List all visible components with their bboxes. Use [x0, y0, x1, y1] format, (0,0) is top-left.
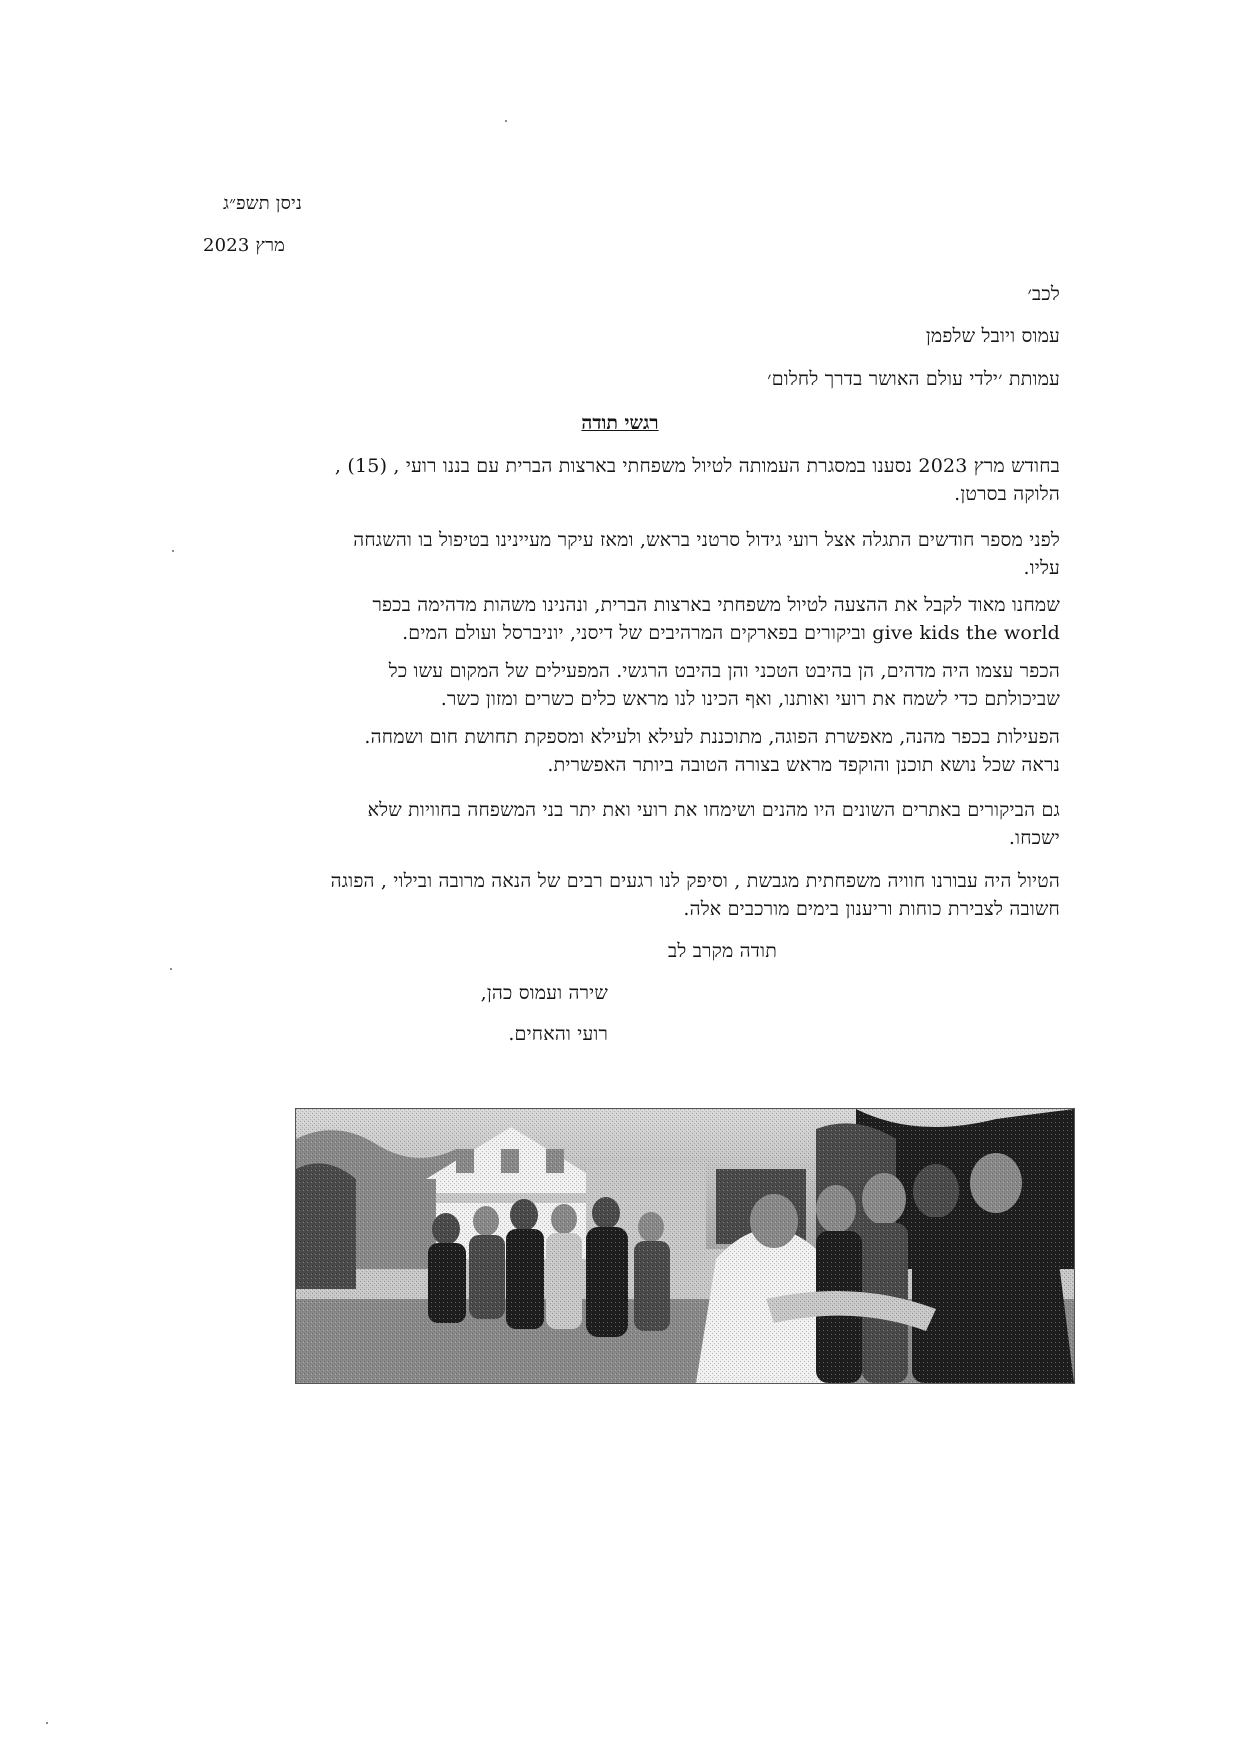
letter-title: רגשי תודה	[581, 412, 659, 434]
body-line: לפני מספר חודשים התגלה אצל רועי גידול סרטני בראש, ומאז עיקר מעיינינו בטיפול בו והשגחה	[353, 529, 1060, 551]
body-line: הטיול היה עבורנו חוויה משפחתית מגבשת , וסיפק לנו רגעים רבים של הנאה מרובה ובילוי , הפוגה	[330, 870, 1060, 892]
recipient-organization: עמותת ׳ילדי עולם האושר בדרך לחלום׳	[767, 368, 1060, 390]
body-line: הפעילות בכפר מהנה, מאפשרת הפוגה, מתוכננת לעילא ולעילא ומספקת תחושת חום ושמחה.	[364, 726, 1060, 748]
gregorian-date: מרץ 2023	[202, 235, 285, 256]
scan-speck	[170, 968, 172, 970]
closing-family: רועי והאחים.	[508, 1023, 608, 1045]
body-line: give kids the world וביקורים בפארקים המרהיבים של דיסני, יוניברסל ועולם המים.	[402, 622, 1060, 644]
body-line: שביכולתם כדי לשמח את רועי ואותנו, ואף הכינו לנו מראש כלים כשרים ומזון כשר.	[440, 688, 1060, 710]
body-line: שמחנו מאוד לקבל את ההצעה לטיול משפחתי בארצות הברית, ונהנינו משהות מדהימה בכפר	[372, 594, 1060, 616]
closing-signers: שירה ועמוס כהן,	[480, 982, 608, 1004]
scan-speck	[46, 1722, 48, 1724]
body-line: עליו.	[1023, 557, 1060, 579]
scan-speck	[172, 550, 174, 552]
hebrew-date: ניסן תשפ״ג	[222, 193, 302, 214]
body-line: בחודש מרץ 2023 נסענו במסגרת העמותה לטיול משפחתי בארצות הברית עם בננו רועי , (15) ,	[334, 455, 1060, 477]
body-line: הלוקה בסרטן.	[954, 483, 1060, 505]
body-line: ישכחו.	[1008, 827, 1060, 849]
body-line: הכפר עצמו היה מדהים, הן בהיבט הטכני והן בהיבט הרגשי. המפעילים של המקום עשו כל	[388, 660, 1060, 682]
family-group-photo	[295, 1108, 1075, 1384]
closing-thanks: תודה מקרב לב	[668, 940, 777, 962]
body-line: גם הביקורים באתרים השונים היו מהנים ושימחו את רועי ואת יתר בני המשפחה בחוויות שלא	[367, 799, 1060, 821]
body-line: נראה שכל נושא תוכנן והוקפד מראש בצורה הטובה ביותר האפשרית.	[547, 754, 1060, 776]
recipient-salutation: לכב׳	[1027, 283, 1060, 305]
body-line: חשובה לצבירת כוחות וריענון בימים מורכבים אלה.	[683, 898, 1060, 920]
recipient-names: עמוס ויובל שלפמן	[925, 325, 1060, 347]
scan-speck	[505, 120, 507, 122]
